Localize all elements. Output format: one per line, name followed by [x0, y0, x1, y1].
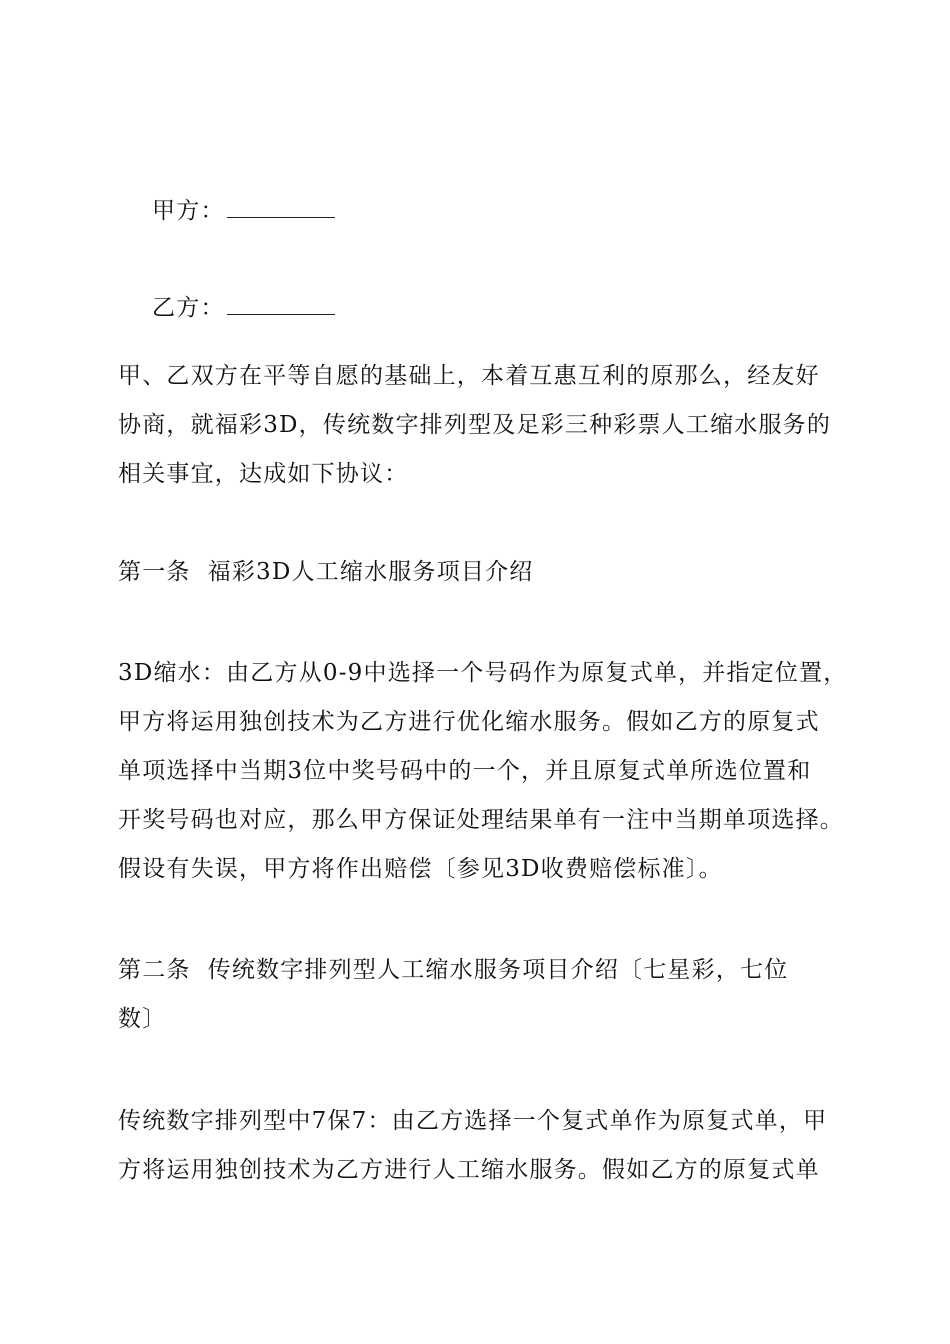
- article2-line: 传统数字排列型中7保7：由乙方选择一个复式单作为原复式单，甲: [118, 1108, 828, 1134]
- article1-line: 开奖号码也对应，那么甲方保证处理结果单有一注中当期单项选择。: [118, 807, 844, 833]
- article1-heading: 第一条 福彩3D人工缩水服务项目介绍: [118, 559, 534, 585]
- intro-line: 甲、乙双方在平等自愿的基础上，本着互惠互利的原那么，经友好: [118, 363, 820, 389]
- article1-line: 单项选择中当期3位中奖号码中的一个，并且原复式单所选位置和: [118, 758, 812, 784]
- article2-line: 方将运用独创技术为乙方进行人工缩水服务。假如乙方的原复式单: [118, 1157, 820, 1183]
- party-a-label: 甲方：: [152, 198, 225, 224]
- article1-line: 3D缩水：由乙方从0-9中选择一个号码作为原复式单，并指定位置，: [118, 660, 848, 686]
- article2-heading: 第二条 传统数字排列型人工缩水服务项目介绍〔七星彩，七位: [118, 957, 789, 983]
- article2-heading: 数〕: [118, 1006, 167, 1032]
- intro-line: 协商，就福彩3D，传统数字排列型及足彩三种彩票人工缩水服务的: [118, 412, 832, 438]
- party-b-line: [118, 263, 335, 321]
- article1-line: 甲方将运用独创技术为乙方进行优化缩水服务。假如乙方的原复式: [118, 709, 820, 735]
- party-a-blank: [227, 197, 335, 218]
- party-a-line: [118, 166, 335, 224]
- party-b-blank: [227, 294, 335, 315]
- intro-line: 相关事宜，达成如下协议：: [118, 461, 409, 487]
- article1-line: 假设有失误，甲方将作出赔偿〔参见3D收费赔偿标准〕。: [118, 856, 723, 882]
- party-b-label: 乙方：: [152, 295, 225, 321]
